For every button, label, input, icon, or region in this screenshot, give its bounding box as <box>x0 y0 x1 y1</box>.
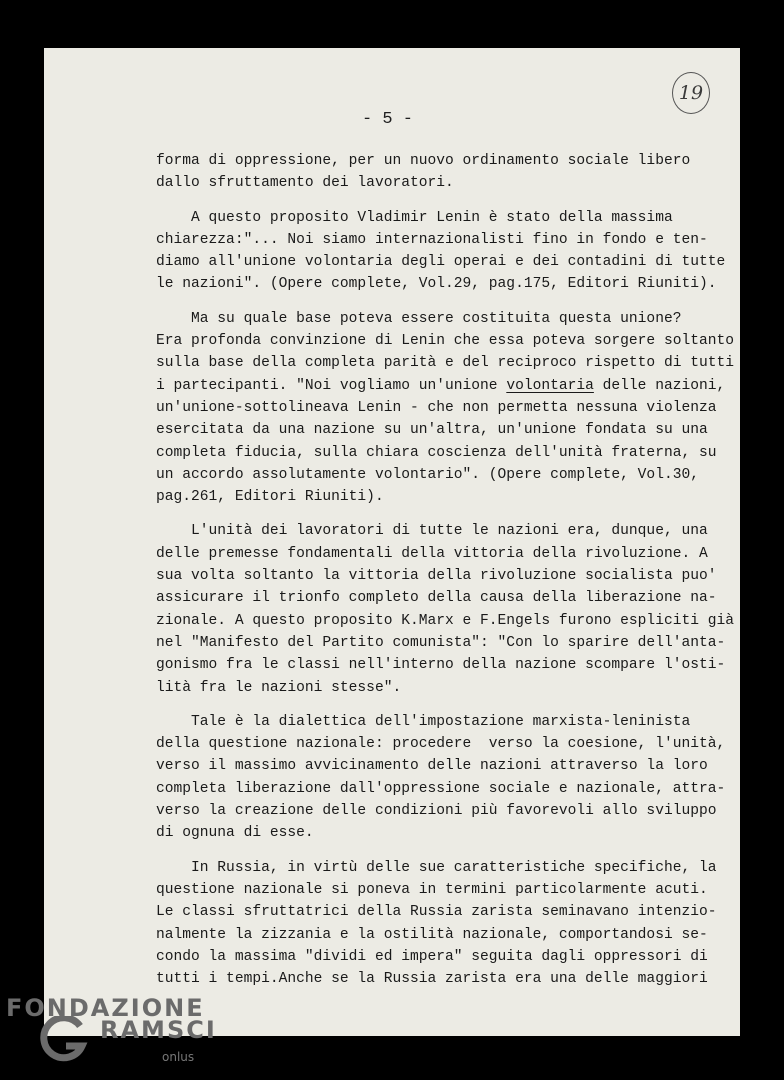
text-line: le nazioni". (Opere complete, Vol.29, pag.175, Editori Riuniti). <box>156 276 717 293</box>
text-line: pag.261, Editori Riuniti). <box>156 489 384 506</box>
text-line: Tale è la dialettica dell'impostazione marxista-leninista <box>156 713 691 730</box>
text-line: un accordo assolutamente volontario". (Opere complete, Vol.30, <box>156 466 699 483</box>
text-segment: i partecipanti. "Noi vogliamo un'unione <box>156 377 507 394</box>
text-line: esercitata da una nazione su un'altra, un'unione fondata su una <box>156 422 708 439</box>
text-line: nalmente la zizzania e la ostilità nazionale, comportandosi se- <box>156 926 708 943</box>
paragraph <box>156 308 746 509</box>
text-line: completa liberazione dall'oppressione sociale e nazionale, attra- <box>156 780 726 797</box>
text-line: verso il massimo avvicinamento delle nazioni attraverso la loro <box>156 758 708 775</box>
page-number: - 5 - <box>362 110 414 129</box>
text-line: questione nazionale si poneva in termini particolarmente acuti. <box>156 881 708 898</box>
folio-number: 19 <box>672 72 710 114</box>
paragraph <box>156 711 746 845</box>
text-line: condo la massima "dividi ed impera" seguita dagli oppressori di <box>156 948 708 965</box>
text-line <box>156 375 746 397</box>
text-line: delle premesse fondamentali della vittoria della rivoluzione. A <box>156 545 708 562</box>
text-line: tutti i tempi.Anche se la Russia zarista era una delle maggiori <box>156 971 708 988</box>
text-line: dallo sfruttamento dei lavoratori. <box>156 175 454 192</box>
text-line: verso la creazione delle condizioni più favorevoli allo sviluppo <box>156 803 717 820</box>
text-line: sulla base della completa parità e del reciproco rispetto di tutti <box>156 355 735 372</box>
text-line: nel "Manifesto del Partito comunista": "Con lo sparire dell'anta- <box>156 634 726 651</box>
paragraph <box>156 520 746 698</box>
text-line: Era profonda convinzione di Lenin che essa poteva sorgere soltanto <box>156 333 735 350</box>
text-line: completa fiducia, sulla chiara coscienza dell'unità fraterna, su <box>156 444 717 461</box>
text-line: diamo all'unione volontaria degli operai e dei contadini di tutte <box>156 254 726 271</box>
watermark-suffix: onlus <box>162 1050 195 1064</box>
text-line: forma di oppressione, per un nuovo ordinamento sociale libero <box>156 153 691 169</box>
text-line: Ma su quale base poteva essere costituita questa unione? <box>156 310 682 327</box>
text-line: della questione nazionale: procedere verso la coesione, l'unità, <box>156 736 726 753</box>
watermark-title: FONDAZIONE <box>6 994 205 1022</box>
text-segment: delle nazioni, <box>593 377 726 394</box>
document-body <box>156 150 746 990</box>
paragraph <box>156 150 746 195</box>
text-line: chiarezza:"... Noi siamo internazionalisti fino in fondo e ten- <box>156 231 708 248</box>
text-line: di ognuna di esse. <box>156 825 314 842</box>
paragraph <box>156 857 746 991</box>
text-line: assicurare il trionfo completo della causa della liberazione na- <box>156 590 717 607</box>
text-line: lità fra le nazioni stesse". <box>156 679 402 696</box>
g-logo-icon <box>36 1016 90 1062</box>
text-line: In Russia, in virtù delle sue caratteristiche specifiche, la <box>156 859 717 876</box>
underlined-word: volontaria <box>506 377 594 394</box>
paragraph <box>156 207 746 296</box>
text-line: L'unità dei lavoratori di tutte le nazioni era, dunque, una <box>156 523 708 540</box>
text-line: sua volta soltanto la vittoria della rivoluzione socialista puo' <box>156 568 717 585</box>
text-line: zionale. A questo proposito K.Marx e F.Engels furono espliciti già <box>156 612 735 629</box>
text-line: A questo proposito Vladimir Lenin è stato della massima <box>156 209 673 226</box>
text-line: gonismo fra le classi nell'interno della nazione scompare l'osti- <box>156 657 726 674</box>
watermark-subtitle: RAMSCI <box>100 1016 217 1044</box>
text-line: Le classi sfruttatrici della Russia zarista seminavano intenzio- <box>156 904 717 921</box>
fondazione-gramsci-watermark <box>6 994 217 1064</box>
text-line: un'unione-sottolineava Lenin - che non permetta nessuna violenza <box>156 399 717 416</box>
